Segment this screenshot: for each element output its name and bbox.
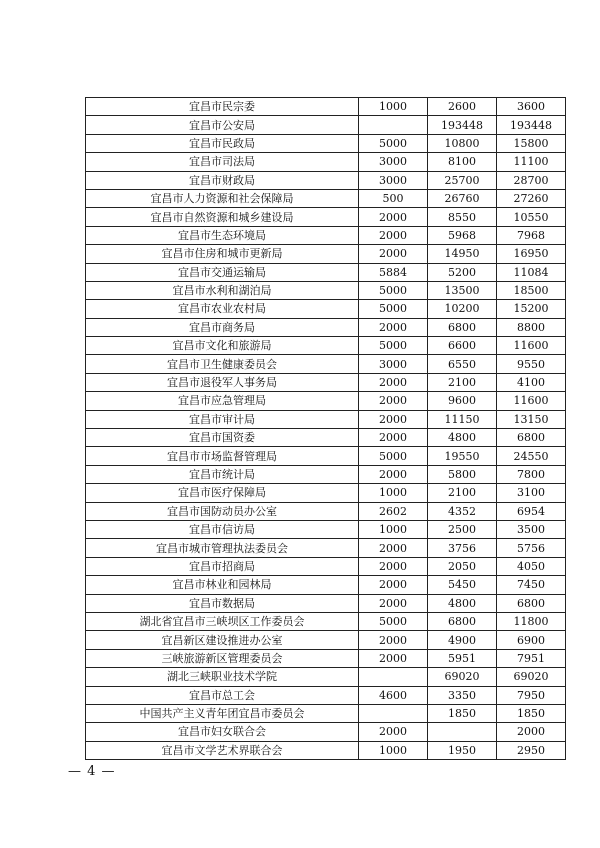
table-row: [86, 355, 566, 373]
department-cell: 宜昌市农业农村局: [86, 300, 359, 318]
total-cell: 4050: [497, 557, 566, 575]
amount-b-cell: [428, 723, 497, 741]
amount-b-cell: 3350: [428, 686, 497, 704]
total-cell: 4100: [497, 373, 566, 391]
department-cell: 宜昌市生态环境局: [86, 226, 359, 244]
table-row: [86, 612, 566, 630]
table-row: [86, 134, 566, 152]
department-cell: 宜昌市城市管理执法委员会: [86, 539, 359, 557]
amount-b-cell: 4900: [428, 631, 497, 649]
amount-a-cell: 3000: [359, 171, 428, 189]
total-cell: 3600: [497, 98, 566, 116]
amount-b-cell: 69020: [428, 668, 497, 686]
total-cell: 193448: [497, 116, 566, 134]
amount-b-cell: 2100: [428, 484, 497, 502]
amount-a-cell: 2000: [359, 410, 428, 428]
table-row: [86, 668, 566, 686]
total-cell: 15800: [497, 134, 566, 152]
table-row: [86, 686, 566, 704]
amount-a-cell: 1000: [359, 98, 428, 116]
department-cell: 宜昌市文化和旅游局: [86, 337, 359, 355]
amount-a-cell: 2000: [359, 576, 428, 594]
department-cell: 湖北三峡职业技术学院: [86, 668, 359, 686]
total-cell: 11600: [497, 337, 566, 355]
table-row: [86, 557, 566, 575]
department-cell: 宜昌市统计局: [86, 465, 359, 483]
department-cell: 宜昌市住房和城市更新局: [86, 245, 359, 263]
amount-a-cell: 2000: [359, 594, 428, 612]
amount-a-cell: 1000: [359, 484, 428, 502]
department-cell: 宜昌市公安局: [86, 116, 359, 134]
table-row: [86, 171, 566, 189]
amount-a-cell: 2000: [359, 208, 428, 226]
department-cell: 宜昌市妇女联合会: [86, 723, 359, 741]
total-cell: 15200: [497, 300, 566, 318]
amount-a-cell: 2000: [359, 226, 428, 244]
total-cell: 69020: [497, 668, 566, 686]
allocation-table: [85, 97, 566, 760]
table-row: [86, 153, 566, 171]
amount-b-cell: 8100: [428, 153, 497, 171]
table-row: [86, 539, 566, 557]
amount-b-cell: 5200: [428, 263, 497, 281]
amount-a-cell: [359, 116, 428, 134]
table-row: [86, 300, 566, 318]
table-row: [86, 281, 566, 299]
total-cell: 7950: [497, 686, 566, 704]
table-row: [86, 520, 566, 538]
amount-a-cell: 5884: [359, 263, 428, 281]
amount-a-cell: 3000: [359, 355, 428, 373]
amount-b-cell: 1850: [428, 704, 497, 722]
department-cell: 宜昌市退役军人事务局: [86, 373, 359, 391]
department-cell: 宜昌市水利和湖泊局: [86, 281, 359, 299]
amount-b-cell: 14950: [428, 245, 497, 263]
amount-a-cell: 5000: [359, 134, 428, 152]
total-cell: 5756: [497, 539, 566, 557]
department-cell: 宜昌市医疗保障局: [86, 484, 359, 502]
total-cell: 8800: [497, 318, 566, 336]
table-row: [86, 502, 566, 520]
amount-a-cell: 2000: [359, 318, 428, 336]
department-cell: 宜昌市招商局: [86, 557, 359, 575]
total-cell: 6800: [497, 429, 566, 447]
total-cell: 11800: [497, 612, 566, 630]
total-cell: 2000: [497, 723, 566, 741]
table-row: [86, 594, 566, 612]
amount-a-cell: 2000: [359, 245, 428, 263]
department-cell: 宜昌市审计局: [86, 410, 359, 428]
amount-a-cell: 2000: [359, 539, 428, 557]
total-cell: 1850: [497, 704, 566, 722]
amount-b-cell: 10200: [428, 300, 497, 318]
amount-b-cell: 5968: [428, 226, 497, 244]
table-row: [86, 263, 566, 281]
department-cell: 中国共产主义青年团宜昌市委员会: [86, 704, 359, 722]
table-row: [86, 631, 566, 649]
amount-b-cell: 2050: [428, 557, 497, 575]
amount-b-cell: 5951: [428, 649, 497, 667]
amount-b-cell: 4800: [428, 429, 497, 447]
amount-a-cell: 2000: [359, 392, 428, 410]
table-row: [86, 116, 566, 134]
total-cell: 2950: [497, 741, 566, 759]
amount-a-cell: 5000: [359, 337, 428, 355]
table-row: [86, 98, 566, 116]
department-cell: 宜昌市国资委: [86, 429, 359, 447]
total-cell: 13150: [497, 410, 566, 428]
amount-a-cell: 2000: [359, 373, 428, 391]
amount-a-cell: [359, 704, 428, 722]
table-row: [86, 465, 566, 483]
total-cell: 7800: [497, 465, 566, 483]
total-cell: 3500: [497, 520, 566, 538]
table-row: [86, 226, 566, 244]
amount-b-cell: 6800: [428, 318, 497, 336]
total-cell: 7450: [497, 576, 566, 594]
department-cell: 宜昌市商务局: [86, 318, 359, 336]
department-cell: 宜昌市人力资源和社会保障局: [86, 189, 359, 207]
amount-a-cell: 5000: [359, 612, 428, 630]
amount-a-cell: 2602: [359, 502, 428, 520]
amount-b-cell: 26760: [428, 189, 497, 207]
total-cell: 7968: [497, 226, 566, 244]
amount-a-cell: 5000: [359, 447, 428, 465]
table-row: [86, 208, 566, 226]
department-cell: 宜昌市市场监督管理局: [86, 447, 359, 465]
total-cell: 3100: [497, 484, 566, 502]
department-cell: 宜昌市交通运输局: [86, 263, 359, 281]
table-row: [86, 373, 566, 391]
amount-b-cell: 25700: [428, 171, 497, 189]
table-row: [86, 410, 566, 428]
amount-a-cell: 1000: [359, 741, 428, 759]
department-cell: 宜昌新区建设推进办公室: [86, 631, 359, 649]
department-cell: 三峡旅游新区管理委员会: [86, 649, 359, 667]
amount-b-cell: 19550: [428, 447, 497, 465]
total-cell: 9550: [497, 355, 566, 373]
amount-b-cell: 5450: [428, 576, 497, 594]
table-row: [86, 429, 566, 447]
department-cell: 宜昌市总工会: [86, 686, 359, 704]
amount-a-cell: 2000: [359, 429, 428, 447]
total-cell: 11100: [497, 153, 566, 171]
amount-b-cell: 13500: [428, 281, 497, 299]
total-cell: 27260: [497, 189, 566, 207]
department-cell: 宜昌市自然资源和城乡建设局: [86, 208, 359, 226]
table-row: [86, 245, 566, 263]
total-cell: 24550: [497, 447, 566, 465]
amount-a-cell: 500: [359, 189, 428, 207]
amount-b-cell: 2600: [428, 98, 497, 116]
department-cell: 宜昌市民政局: [86, 134, 359, 152]
table-row: [86, 741, 566, 759]
amount-b-cell: 2500: [428, 520, 497, 538]
total-cell: 10550: [497, 208, 566, 226]
amount-a-cell: 2000: [359, 557, 428, 575]
department-cell: 宜昌市财政局: [86, 171, 359, 189]
amount-a-cell: 2000: [359, 649, 428, 667]
amount-b-cell: 11150: [428, 410, 497, 428]
table-body: [86, 98, 566, 760]
amount-a-cell: 5000: [359, 281, 428, 299]
total-cell: 28700: [497, 171, 566, 189]
amount-b-cell: 6600: [428, 337, 497, 355]
total-cell: 6954: [497, 502, 566, 520]
table-row: [86, 723, 566, 741]
table-row: [86, 484, 566, 502]
amount-b-cell: 1950: [428, 741, 497, 759]
amount-a-cell: 2000: [359, 631, 428, 649]
department-cell: 湖北省宜昌市三峡坝区工作委员会: [86, 612, 359, 630]
total-cell: 6800: [497, 594, 566, 612]
amount-b-cell: 6800: [428, 612, 497, 630]
department-cell: 宜昌市民宗委: [86, 98, 359, 116]
table-row: [86, 189, 566, 207]
table-row: [86, 447, 566, 465]
amount-b-cell: 193448: [428, 116, 497, 134]
amount-b-cell: 9600: [428, 392, 497, 410]
department-cell: 宜昌市林业和园林局: [86, 576, 359, 594]
department-cell: 宜昌市数据局: [86, 594, 359, 612]
department-cell: 宜昌市司法局: [86, 153, 359, 171]
amount-a-cell: 2000: [359, 465, 428, 483]
amount-b-cell: 5800: [428, 465, 497, 483]
amount-a-cell: 2000: [359, 723, 428, 741]
amount-b-cell: 6550: [428, 355, 497, 373]
total-cell: 6900: [497, 631, 566, 649]
table-row: [86, 704, 566, 722]
page-number: — 4 —: [68, 764, 116, 779]
amount-a-cell: 1000: [359, 520, 428, 538]
table-row: [86, 337, 566, 355]
amount-a-cell: 4600: [359, 686, 428, 704]
total-cell: 16950: [497, 245, 566, 263]
department-cell: 宜昌市国防动员办公室: [86, 502, 359, 520]
table-row: [86, 318, 566, 336]
amount-b-cell: 4800: [428, 594, 497, 612]
table-row: [86, 576, 566, 594]
amount-b-cell: 4352: [428, 502, 497, 520]
amount-a-cell: [359, 668, 428, 686]
amount-b-cell: 2100: [428, 373, 497, 391]
department-cell: 宜昌市应急管理局: [86, 392, 359, 410]
total-cell: 11600: [497, 392, 566, 410]
amount-a-cell: 3000: [359, 153, 428, 171]
total-cell: 11084: [497, 263, 566, 281]
total-cell: 7951: [497, 649, 566, 667]
total-cell: 18500: [497, 281, 566, 299]
amount-a-cell: 5000: [359, 300, 428, 318]
department-cell: 宜昌市卫生健康委员会: [86, 355, 359, 373]
amount-b-cell: 8550: [428, 208, 497, 226]
department-cell: 宜昌市信访局: [86, 520, 359, 538]
table-row: [86, 649, 566, 667]
amount-b-cell: 3756: [428, 539, 497, 557]
department-cell: 宜昌市文学艺术界联合会: [86, 741, 359, 759]
table-row: [86, 392, 566, 410]
amount-b-cell: 10800: [428, 134, 497, 152]
